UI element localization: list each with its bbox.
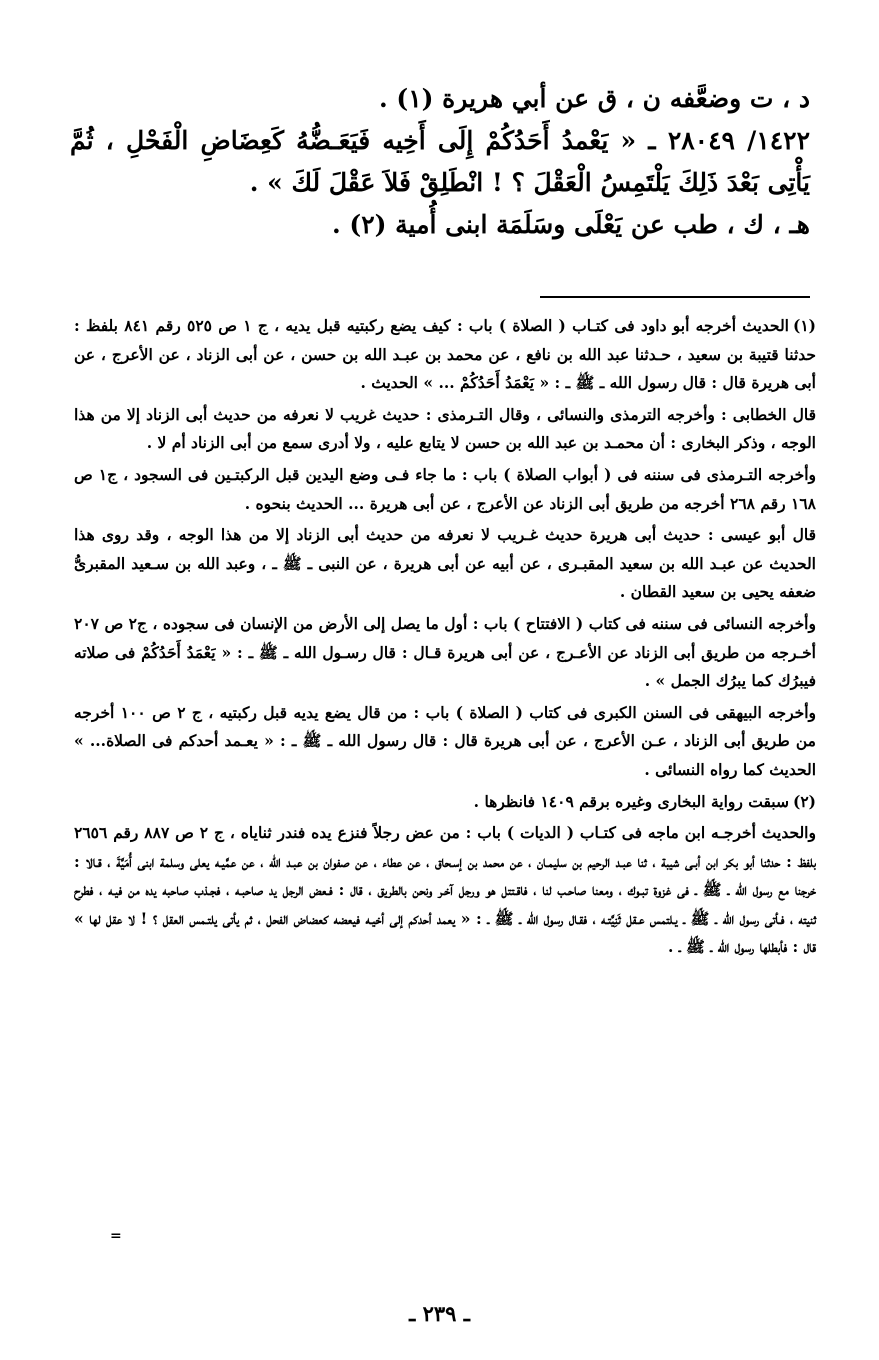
footnote-separator	[540, 296, 810, 298]
footnotes	[74, 312, 816, 965]
footnote-1-para: قال الخطابى : وأخرجه الترمذى والنسائى ، وقال التـرمذى : حديث غريب لا نعرفه من حديث أبى الزناد إلا من هذا الوجه ، وذكر البخارى : أن محمـد بن عبد الله بن حسن لا يتابع عليه ، ولا أدرى سمع من أبى الزناد أم لا .	[74, 404, 816, 453]
continuation-mark: =	[110, 1228, 122, 1244]
footnote-1-para: (١)الحديث أخرجه أبو داود فى كتـاب ( الصلاة ) باب : كيف يضع ركبتيه قبل يديه ، ج ١ ص ٥٢٥ رقم ٨٤١ بلفظ : حدثنا قتيبة بن سعيد ، حـدثنا عبد الله بن نافع ، عن محمد بن عبـد الله بن حسن ، عن أبى الزناد ، عن الأعرج ، عن أبى هريرة قال : قال رسول الله ـ ﷺ ـ : « يَعْمَدُ أَحَدُكُمْ ... » الحديث .	[74, 312, 816, 398]
previous-entry-source: د ، ت وضعَّفه ن ، ق عن أبي هريرة (١) .	[378, 84, 810, 113]
hadith-text: ١٤٢٢/ ٢٨٠٤٩ ـ « يَعْمدُ أَحَدُكُمْ إِلَى أَخِيه فَيَعَـضُّهُ كَعِضَاضِ الْفَحْلِ ، ثُمَّ يَأْتِى بَعْدَ ذَلِكَ يَلْتَمِسُ الْعَقْلَ ؟ ! انْطَلِقْ فَلاَ عَقْلَ لَكَ » .	[70, 126, 810, 197]
page-number: ـ ٢٣٩ ـ	[409, 1301, 470, 1326]
footnote-1-para: وأخرجه البيهقى فى السنن الكبرى فى كتاب ( الصلاة ) باب : من قال يضع يديه قبل ركبتيه ، ج ٢ ص ١٠٠ أخرجه من طريق أبى الزناد ، عـن الأعرج ، عن أبى هريرة قال : قال رسول الله ـ ﷺ ـ : « يعـمد أحدكم فى الصلاة... » الحديث كما رواه النسائى .	[74, 702, 816, 779]
main-text	[70, 78, 810, 246]
footnote-2-para: والحديث أخرجـه ابن ماجه فى كتـاب ( الديات ) باب : من عض رجلاً فنزع يده فندر ثناياه ، ج ٢ ص ٨٨٧ رقم ٢٦٥٦ بلفظ : حدثنا أبو بكر ابن أبـى شيبة ، ثنا عبـد الرحيم بن سليمـان ، عن محمد بن إسـحاق ، عن عطاء ، عن صفوان بن عبـد الله ، عن عمَّيـه يعلى وسلمة ابنى أُمَيَّةَ ، قـالا : خرجنا مع رسول الله ـ ﷺ ـ فى غزوة تبـوك ، ومعنا صاحـب لنا ، فاقـتتل هو ورجل آخـر ونحن بالطريق ، قال : فـعض الرجل يد صاحبـه ، فجـذب صاحبه يده من فيـه ، فطرح ثنيته ، فـأتى رسول الله ـ ﷺ ـ يـلتمس عـقل ثَنِيَّتـه ، فقـال رسول الله ـ ﷺ ـ : « يعمد أحدكم إلى أخيـه فيعضه كعضاض الفحل ، ثم يأتى يلتـمس العقل ؟ ! لا عقل لها » قال : فأبطلها رسول الله ـ ﷺ ـ .	[74, 823, 816, 957]
footnote-1-para: وأخرجه النسائى فى سننه فى كتاب ( الافتتاح ) باب : أول ما يصل إلى الأرض من الإنسان فى سجوده ، ج٢ ص ٢٠٧ أخـرجه من طريق أبى الزناد عن الأعـرج ، عن أبى هريرة قـال : قال رسـول الله ـ ﷺ ـ : « يَعْمَدُ أَحَدُكُمْ فى صلاته فيبرُك كما يبرُك الجمل » .	[74, 613, 816, 691]
footnote-marker: (٢)	[792, 791, 816, 811]
footnote-2-para: (٢)سبقت رواية البخارى وغيره برقم ١٤٠٩ فانظرها .	[74, 788, 816, 817]
footnote-1-para: وأخرجه التـرمذى فى سننه فى ( أبواب الصلاة ) باب : ما جاء فـى وضع اليدين قبل الركبتـين فى السجود ، ج١ ص ١٦٨ رقم ٢٦٨ أخرجه من طريق أبى الزناد عن الأعرج ، عن أبى هريرة ... الحديث بنحوه .	[74, 464, 816, 513]
hadith-source: هـ ، ك ، طب عن يَعْلَى وسَلَمَة ابنى أُمية (٢) .	[331, 210, 810, 239]
footnote-1-para: قال أبو عيسى : حديث أبى هريرة حديث غـريب لا نعرفه من حديث أبى الزناد إلا من هذا الوجه ، وقد روى هذا الحديث عن عبـد الله بن سعيد المقبـرى ، عن أبيه عن أبى هريرة ، عن النبى ـ ﷺ ـ ، وعبد الله بن سـعيد المقبرىُّ ضعفه يحيى بن سعيد القطان .	[74, 525, 816, 602]
footnote-marker: (١)	[792, 316, 816, 335]
